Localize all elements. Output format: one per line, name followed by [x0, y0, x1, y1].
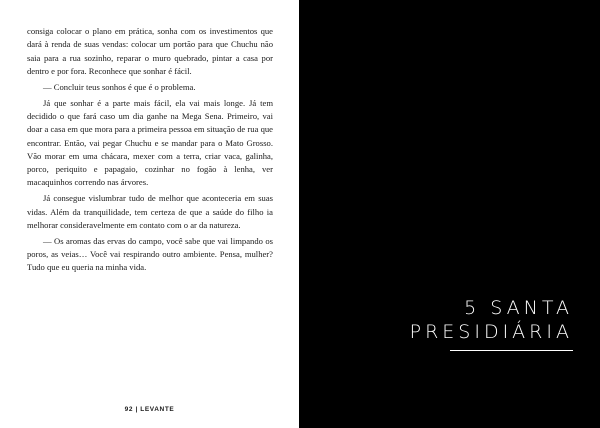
- chapter-title-line1: 5 SANTA: [464, 297, 573, 319]
- chapter-title-line2: PRESIDIÁRIA: [409, 321, 573, 343]
- page-folio: 92 | LEVANTE: [124, 406, 175, 413]
- paragraph: Já que sonhar é a parte mais fácil, ela vai mais longe. Já tem decidido o que fará caso um dia ganhe na Mega Sena. Primeiro, vai doar a casa em que mora para a primeira pessoa em situação de rua que encontrar. Então, vai pegar Chuchu e se mandar para o Mato Grosso. Vão morar em uma chácara, mexer com a terra, criar vaca, galinha, porco, periquito e papagaio, cozinhar no fogão à lenha, ver macaquinhos correndo nas árvores.: [27, 97, 273, 188]
- paragraph: Já consegue vislumbrar tudo de melhor que aconteceria em suas vidas. Além da tranquilidade, tem certeza de que a saúde do filho ia melhorar consideravelmente em contato com o ar da natureza.: [27, 193, 273, 230]
- paragraph: — Concluir teus sonhos é que é o problema.: [43, 81, 196, 92]
- chapter-title-rule: [450, 350, 573, 351]
- left-page: [0, 0, 299, 428]
- right-page: [299, 0, 600, 428]
- paragraph: consiga colocar o plano em prática, sonha com os investimentos que dará à renda de suas vendas: colocar um portão para que Chuchu não saia para a rua sozinho, reparar o muro quebrado, pintar a casa por dentro e por fora. Reconhece que sonhar é fácil.: [27, 26, 273, 76]
- chapter-title: [299, 296, 573, 344]
- body-text: [27, 25, 273, 277]
- paragraph: — Os aromas das ervas do campo, você sabe que vai limpando os poros, as veias… Você vai respirando outro ambiente. Pensa, mulher? Tudo que eu queria na minha vida.: [27, 235, 273, 273]
